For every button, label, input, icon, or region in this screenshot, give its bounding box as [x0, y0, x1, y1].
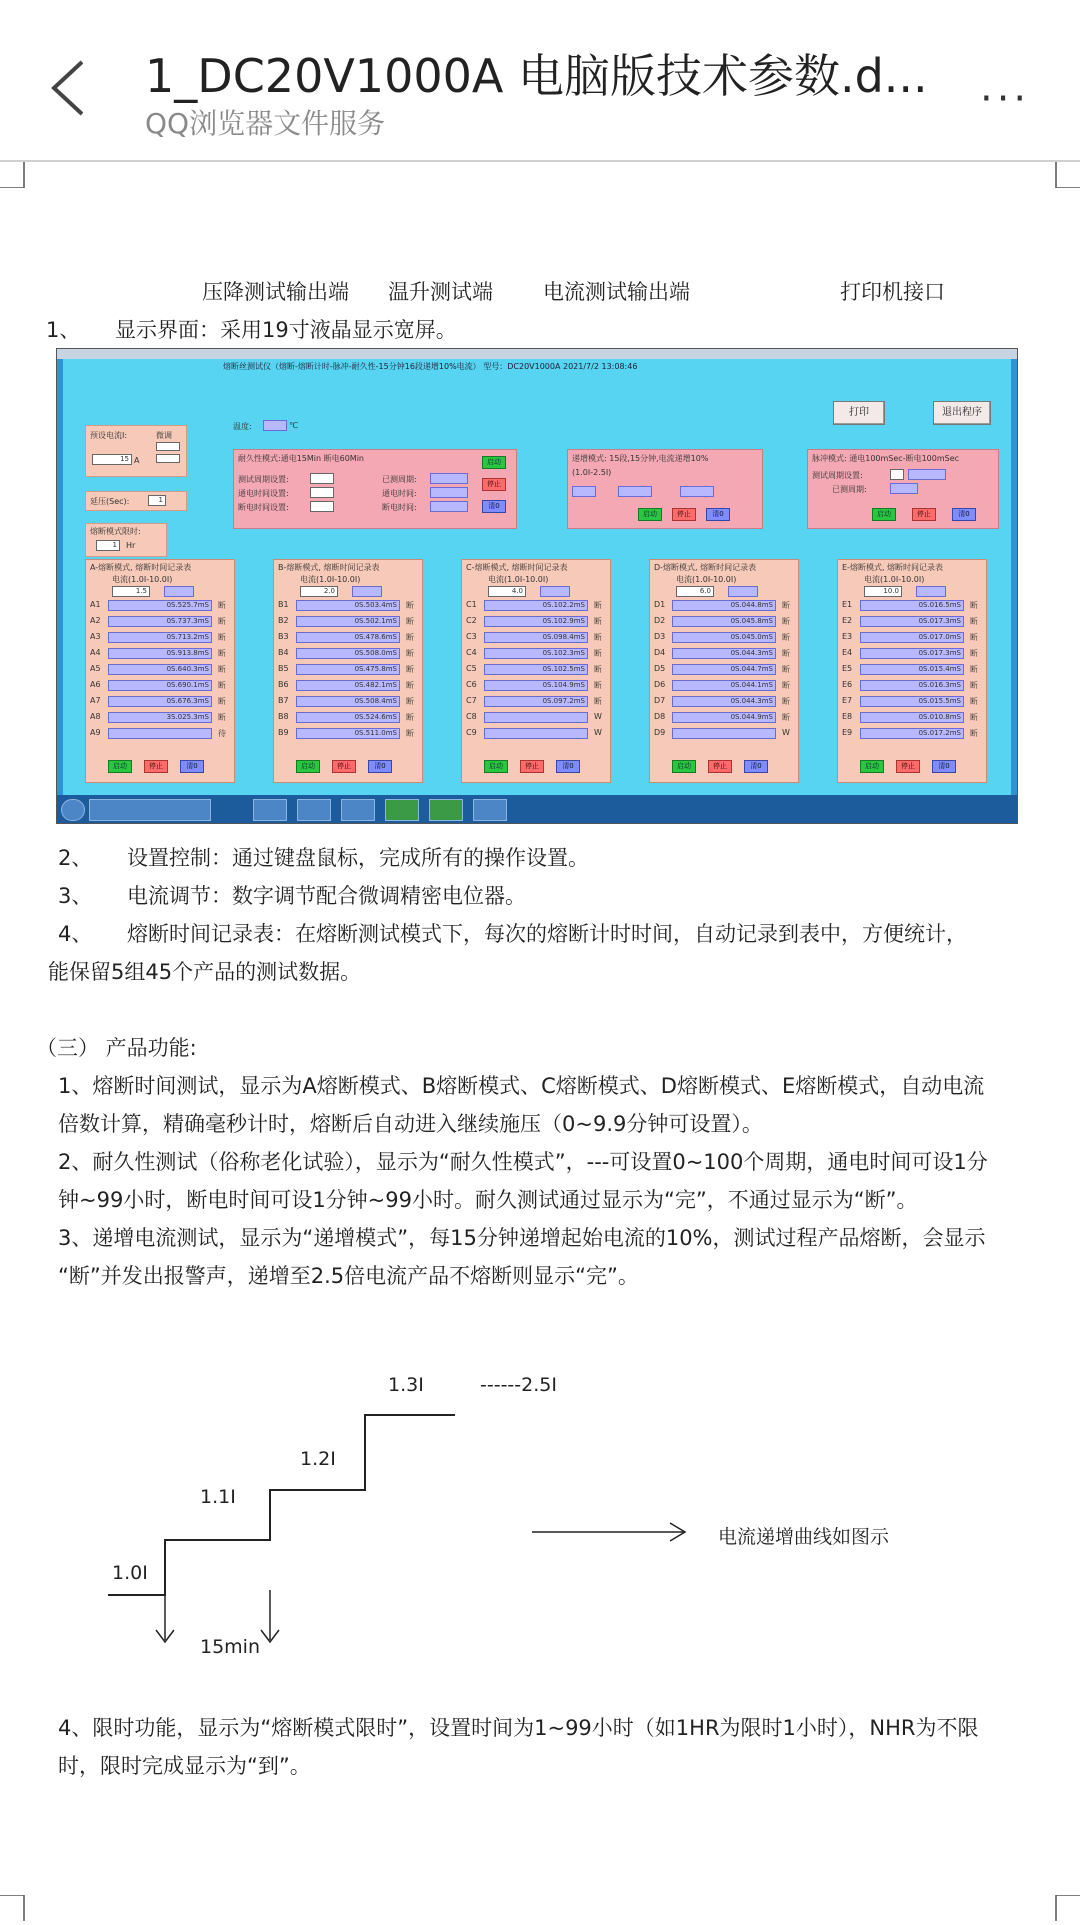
record-status: 断	[782, 697, 790, 706]
multiplier-input[interactable]: 1.5	[112, 586, 150, 597]
panel-clear-button[interactable]: 清0	[368, 760, 392, 773]
record-cell: 0S.017.2mS	[860, 728, 964, 739]
step-label: 1.1I	[200, 1486, 236, 1508]
pulse-row-label: 已测周期:	[832, 485, 867, 494]
record-cell: 0S.044.3mS	[672, 648, 776, 659]
limit-input[interactable]: 1	[96, 540, 120, 551]
record-status: 断	[782, 665, 790, 674]
record-status: W	[782, 728, 790, 737]
row-label: D2	[654, 616, 666, 625]
record-cell: 0S.737.3mS	[108, 616, 212, 627]
row-label: E7	[842, 696, 853, 705]
panel-start-button[interactable]: 启动	[860, 760, 884, 773]
record-status: 断	[218, 649, 226, 658]
record-cell: 0S.913.8mS	[108, 648, 212, 659]
pulse-value	[890, 483, 918, 494]
step-label: 1.3I	[388, 1374, 424, 1396]
record-status: 断	[782, 649, 790, 658]
increment-value	[680, 486, 714, 497]
endurance-row-label: 通电时间设置:	[238, 489, 289, 498]
record-cell: 0S.016.3mS	[860, 680, 964, 691]
endurance-right-label: 断电时间:	[382, 503, 417, 512]
step-label: ------2.5I	[480, 1374, 557, 1396]
row-label: E2	[842, 616, 853, 625]
record-cell: 0S.016.5mS	[860, 600, 964, 611]
panel-stop-button[interactable]: 停止	[332, 760, 356, 773]
record-status: 断	[406, 713, 414, 722]
record-cell: 0S.044.7mS	[672, 664, 776, 675]
software-window	[63, 359, 1011, 795]
row-label: B8	[278, 712, 289, 721]
endurance-clear-button[interactable]: 清0	[482, 500, 506, 513]
window-titlebar	[57, 349, 1017, 359]
current-value	[916, 586, 946, 597]
multiplier-input[interactable]: 6.0	[676, 586, 714, 597]
record-cell: 0S.098.4mS	[484, 632, 588, 643]
record-status: 断	[406, 617, 414, 626]
increment-clear-button[interactable]: 清0	[706, 508, 730, 521]
row-label: D3	[654, 632, 666, 641]
record-status: 断	[406, 601, 414, 610]
endurance-start-button[interactable]: 启动	[482, 456, 506, 469]
record-cell: 0S.017.3mS	[860, 648, 964, 659]
row-label: E1	[842, 600, 853, 609]
row-label: D6	[654, 680, 666, 689]
item-number: 2、	[58, 846, 93, 870]
record-cell: 0S.044.1mS	[672, 680, 776, 691]
item-text: 电流调节：数字调节配合微调精密电位器。	[127, 884, 526, 908]
record-cell: 0S.482.1mS	[296, 680, 400, 691]
panel-title: B-熔断模式, 熔断时间记录表	[278, 563, 380, 572]
record-status: 断	[970, 713, 978, 722]
panel-stop-button[interactable]: 停止	[144, 760, 168, 773]
exit-button[interactable]: 退出程序	[933, 401, 991, 425]
multiplier-input[interactable]: 2.0	[300, 586, 338, 597]
page-corner-mark	[0, 162, 26, 188]
endurance-input[interactable]	[310, 473, 334, 484]
record-status: 断	[970, 697, 978, 706]
pulse-stop-button[interactable]: 停止	[912, 508, 936, 521]
endurance-row-label: 断电时间设置:	[238, 503, 289, 512]
panel-start-button[interactable]: 启动	[484, 760, 508, 773]
row-label: E5	[842, 664, 853, 673]
row-label: E8	[842, 712, 853, 721]
record-status: 断	[406, 681, 414, 690]
limit-box	[85, 523, 167, 557]
delay-box	[85, 491, 187, 511]
record-status: W	[594, 712, 602, 721]
row-label: A4	[90, 648, 101, 657]
page-corner-mark	[1054, 162, 1080, 188]
record-status: 断	[218, 697, 226, 706]
record-status: 断	[782, 713, 790, 722]
record-cell: 0S.010.8mS	[860, 712, 964, 723]
fuse-record-panel	[461, 559, 611, 783]
feature-text: 时，限时完成显示为“到”。	[58, 1754, 311, 1778]
record-status: 断	[594, 601, 602, 610]
fuse-record-panel	[85, 559, 235, 783]
increment-value	[572, 486, 596, 497]
record-status: W	[594, 728, 602, 737]
micro-up-button[interactable]	[156, 442, 180, 451]
software-header: 熔断丝测试仪（熔断-熔断计时-脉冲-耐久性-15分钟16段递增10%电流） 型号：DC20V1000A 2021/7/2 13:08:46	[223, 362, 638, 371]
pulse-clear-button[interactable]: 清0	[952, 508, 976, 521]
row-label: C5	[466, 664, 477, 673]
row-label: C4	[466, 648, 477, 657]
record-cell: 0S.503.4mS	[296, 600, 400, 611]
increment-start-button[interactable]: 启动	[638, 508, 662, 521]
section-title: （三） 产品功能:	[36, 1036, 197, 1060]
panel-title: A-熔断模式, 熔断时间记录表	[90, 563, 192, 572]
feature-text: 4、限时功能，显示为“熔断模式限时”，设置时间为1~99小时（如1HR为限时1小时），NHR为不限	[58, 1716, 979, 1740]
record-cell: 0S.044.9mS	[672, 712, 776, 723]
record-cell: 0S.017.3mS	[860, 616, 964, 627]
current-value	[540, 586, 570, 597]
item-text: 熔断时间记录表：在熔断测试模式下，每次的熔断计时时间，自动记录到表中，方便统计，	[127, 922, 967, 946]
feature-text: 3、递增电流测试，显示为“递增模式”，每15分钟递增起始电流的10%，测试过程产品熔断，会显示	[58, 1226, 986, 1250]
item-number: 4、	[58, 922, 93, 946]
record-status: 断	[406, 649, 414, 658]
record-cell: 0S.102.3mS	[484, 648, 588, 659]
record-cell: 0S.102.9mS	[484, 616, 588, 627]
taskbar-folder-icon[interactable]	[297, 799, 331, 821]
record-cell: 0S.502.1mS	[296, 616, 400, 627]
endurance-value	[430, 487, 468, 498]
item-text: 显示界面：采用19寸液晶显示宽屏。	[115, 318, 457, 342]
endurance-value	[430, 473, 468, 484]
item-number: 1、	[46, 318, 81, 342]
pulse-row-label: 测试周期设置:	[812, 471, 863, 480]
document-title: 1_DC20V1000A 电脑版技术参数.d...	[145, 49, 928, 103]
panel-title: C-熔断模式, 熔断时间记录表	[466, 563, 568, 572]
endurance-stop-button[interactable]: 停止	[482, 478, 506, 491]
micro-adjust-label: 微调	[156, 431, 172, 440]
item-text: 能保留5组45个产品的测试数据。	[48, 960, 362, 984]
record-cell: 0S.015.4mS	[860, 664, 964, 675]
record-status: 断	[970, 681, 978, 690]
record-cell: 0S.524.6mS	[296, 712, 400, 723]
row-label: A2	[90, 616, 101, 625]
port-label: 电流测试输出端	[543, 280, 690, 304]
temperature-label: 温度:	[233, 422, 252, 431]
endurance-title: 耐久性模式:通电15Min 断电60Min	[238, 454, 364, 463]
print-button[interactable]: 打印	[833, 401, 885, 425]
panel-current-label: 电流(1.0I-10.0I)	[676, 575, 737, 584]
current-value	[728, 586, 758, 597]
row-label: D9	[654, 728, 666, 737]
record-status: 断	[782, 633, 790, 642]
preset-label: 预设电流I:	[90, 431, 128, 440]
row-label: D4	[654, 648, 666, 657]
panel-current-label: 电流(1.0I-10.0I)	[864, 575, 925, 584]
panel-clear-button[interactable]: 清0	[932, 760, 956, 773]
row-label: C7	[466, 696, 477, 705]
item-number: 3、	[58, 884, 93, 908]
record-status: 断	[218, 617, 226, 626]
document-source: QQ浏览器文件服务	[145, 107, 386, 140]
record-status: 待	[218, 729, 226, 738]
record-status: 断	[406, 633, 414, 642]
current-value	[352, 586, 382, 597]
record-cell: 0S.676.3mS	[108, 696, 212, 707]
record-status: 断	[782, 681, 790, 690]
limit-unit: Hr	[126, 541, 136, 550]
row-label: C9	[466, 728, 477, 737]
row-label: A5	[90, 664, 101, 673]
record-status: 断	[594, 665, 602, 674]
record-status: 断	[406, 697, 414, 706]
fuse-record-panel	[837, 559, 987, 783]
windows-taskbar	[57, 795, 1017, 823]
row-label: D5	[654, 664, 666, 673]
limit-label: 熔断模式限时:	[90, 527, 141, 536]
row-label: B4	[278, 648, 289, 657]
row-label: A6	[90, 680, 101, 689]
record-cell: 0S.044.8mS	[672, 600, 776, 611]
port-label: 温升测试端	[388, 280, 493, 304]
record-status: 断	[970, 601, 978, 610]
step-label: 1.0I	[112, 1562, 148, 1584]
row-label: E6	[842, 680, 853, 689]
taskbar-window-icon[interactable]	[473, 799, 507, 821]
panel-stop-button[interactable]: 停止	[520, 760, 544, 773]
temperature-value	[263, 420, 287, 431]
panel-start-button[interactable]: 启动	[108, 760, 132, 773]
record-status: 断	[218, 601, 226, 610]
row-label: B6	[278, 680, 289, 689]
row-label: C6	[466, 680, 477, 689]
record-cell: 0S.045.8mS	[672, 616, 776, 627]
record-cell: 0S.713.2mS	[108, 632, 212, 643]
step-curve	[108, 1415, 455, 1595]
preset-current-box	[85, 425, 187, 477]
page-corner-mark	[0, 1895, 26, 1921]
record-status: 断	[970, 617, 978, 626]
feature-text: 倍数计算，精确毫秒计时，熔断后自动进入继续施压（0~9.9分钟可设置）。	[58, 1112, 763, 1136]
temperature-unit: ℃	[289, 421, 298, 430]
record-cell: 0S.508.4mS	[296, 696, 400, 707]
record-cell: 0S.015.5mS	[860, 696, 964, 707]
row-label: A1	[90, 600, 101, 609]
record-cell: 0S.017.0mS	[860, 632, 964, 643]
feature-text: 1、熔断时间测试，显示为A熔断模式、B熔断模式、C熔断模式、D熔断模式、E熔断模式，自动电流	[58, 1074, 985, 1098]
increment-range: (1.0I-2.5I)	[572, 468, 612, 477]
port-label: 压降测试输出端	[202, 280, 349, 304]
record-cell: 0S.097.2mS	[484, 696, 588, 707]
record-status: 断	[970, 665, 978, 674]
record-status: 断	[970, 729, 978, 738]
record-status: 断	[782, 617, 790, 626]
row-label: A7	[90, 696, 101, 705]
back-arrow-icon[interactable]	[48, 58, 88, 118]
feature-text: 钟~99小时，断电时间可设1分钟~99小时。耐久测试通过显示为“完”，不通过显示为“断”。	[58, 1188, 918, 1212]
row-label: C8	[466, 712, 477, 721]
endurance-row-label: 测试周期设置:	[238, 475, 289, 484]
panel-current-label: 电流(1.0I-10.0I)	[112, 575, 173, 584]
record-status: 断	[594, 681, 602, 690]
item-text: 设置控制：通过键盘鼠标，完成所有的操作设置。	[127, 846, 589, 870]
row-label: D1	[654, 600, 666, 609]
record-cell: 0S.478.6mS	[296, 632, 400, 643]
record-cell: 0S.044.3mS	[672, 696, 776, 707]
pulse-panel	[807, 449, 999, 529]
panel-stop-button[interactable]: 停止	[708, 760, 732, 773]
record-status: 断	[406, 665, 414, 674]
panel-clear-button[interactable]: 清0	[180, 760, 204, 773]
pulse-start-button[interactable]: 启动	[872, 508, 896, 521]
row-label: A3	[90, 632, 101, 641]
record-status: 断	[218, 665, 226, 674]
panel-title: E-熔断模式, 熔断时间记录表	[842, 563, 944, 572]
record-status: 断	[218, 713, 226, 722]
row-label: E3	[842, 632, 853, 641]
row-label: A9	[90, 728, 101, 737]
multiplier-input[interactable]: 4.0	[488, 586, 526, 597]
fuse-record-panel	[273, 559, 423, 783]
record-cell: 0S.475.8mS	[296, 664, 400, 675]
record-cell: 0S.690.1mS	[108, 680, 212, 691]
record-cell: 0S.525.7mS	[108, 600, 212, 611]
record-cell: 0S.045.0mS	[672, 632, 776, 643]
row-label: B2	[278, 616, 289, 625]
increment-panel	[567, 449, 763, 529]
record-cell	[108, 728, 212, 739]
delay-label: 延压(Sec):	[90, 497, 130, 506]
row-label: C1	[466, 600, 477, 609]
increment-value	[618, 486, 652, 497]
row-label: B3	[278, 632, 289, 641]
endurance-right-label: 通电时间:	[382, 489, 417, 498]
preset-unit: A	[134, 456, 140, 465]
diagram-caption: 电流递增曲线如图示	[718, 1526, 890, 1548]
page-corner-mark	[1054, 1895, 1080, 1921]
endurance-right-label: 已测周期:	[382, 475, 417, 484]
port-label: 打印机接口	[840, 280, 945, 304]
step-label: 1.2I	[300, 1448, 336, 1470]
row-label: E4	[842, 648, 853, 657]
endurance-panel	[233, 449, 517, 529]
more-menu-icon[interactable]: ···	[980, 76, 1031, 122]
fuse-record-panel	[649, 559, 799, 783]
pulse-value	[908, 469, 946, 480]
feature-text: 2、耐久性测试（俗称老化试验），显示为“耐久性模式”，---可设置0~100个周期，通电时间可设1分	[58, 1150, 988, 1174]
app-header	[0, 0, 1080, 162]
feature-text: “断”并发出报警声，递增至2.5倍电流产品不熔断则显示“完”。	[58, 1264, 639, 1288]
record-cell: 0S.102.5mS	[484, 664, 588, 675]
panel-current-label: 电流(1.0I-10.0I)	[300, 575, 361, 584]
row-label: B9	[278, 728, 289, 737]
start-button-icon[interactable]	[61, 799, 85, 821]
panel-start-button[interactable]: 启动	[672, 760, 696, 773]
endurance-input[interactable]	[310, 501, 334, 512]
increment-title: 递增模式: 15段,15分钟,电流递增10%	[572, 454, 709, 463]
record-status: 断	[970, 633, 978, 642]
multiplier-input[interactable]: 10.0	[864, 586, 902, 597]
panel-clear-button[interactable]: 清0	[556, 760, 580, 773]
row-label: C2	[466, 616, 477, 625]
record-status: 断	[594, 697, 602, 706]
row-label: D7	[654, 696, 666, 705]
pulse-title: 脉冲模式: 通电100mSec-断电100mSec	[812, 454, 960, 463]
record-cell: 0S.640.3mS	[108, 664, 212, 675]
record-cell	[484, 728, 588, 739]
record-cell	[484, 712, 588, 723]
panel-title: D-熔断模式, 熔断时间记录表	[654, 563, 757, 572]
record-status: 断	[218, 681, 226, 690]
pulse-input[interactable]	[890, 469, 904, 480]
record-cell: 0S.104.9mS	[484, 680, 588, 691]
preset-current-input[interactable]: 15	[92, 454, 132, 465]
record-cell	[672, 728, 776, 739]
taskbar-chat-icon[interactable]	[385, 799, 419, 821]
row-label: B1	[278, 600, 289, 609]
row-label: D8	[654, 712, 666, 721]
row-label: A8	[90, 712, 101, 721]
record-status: 断	[594, 649, 602, 658]
record-cell: 0S.102.2mS	[484, 600, 588, 611]
current-value	[164, 586, 194, 597]
record-status: 断	[406, 729, 414, 738]
taskbar-app-item[interactable]	[89, 799, 211, 821]
row-label: B7	[278, 696, 289, 705]
panel-clear-button[interactable]: 清0	[744, 760, 768, 773]
panel-stop-button[interactable]: 停止	[896, 760, 920, 773]
row-label: E9	[842, 728, 853, 737]
record-status: 断	[594, 633, 602, 642]
record-status: 断	[218, 633, 226, 642]
row-label: C3	[466, 632, 477, 641]
panel-current-label: 电流(1.0I-10.0I)	[488, 575, 549, 584]
record-cell: 0S.511.0mS	[296, 728, 400, 739]
micro-down-button[interactable]	[156, 454, 180, 463]
taskbar-app-icon[interactable]	[429, 799, 463, 821]
record-status: 断	[782, 601, 790, 610]
software-screenshot	[56, 348, 1018, 824]
time-label: 15min	[200, 1636, 261, 1658]
taskbar-browser-icon[interactable]	[253, 799, 287, 821]
taskbar-media-icon[interactable]	[341, 799, 375, 821]
record-status: 断	[970, 649, 978, 658]
record-cell: 0S.508.0mS	[296, 648, 400, 659]
increment-stop-button[interactable]: 停止	[672, 508, 696, 521]
row-label: B5	[278, 664, 289, 673]
record-cell: 3S.025.3mS	[108, 712, 212, 723]
endurance-input[interactable]	[310, 487, 334, 498]
delay-input[interactable]: 1	[148, 495, 166, 506]
endurance-value	[430, 501, 468, 512]
record-status: 断	[594, 617, 602, 626]
panel-start-button[interactable]: 启动	[296, 760, 320, 773]
